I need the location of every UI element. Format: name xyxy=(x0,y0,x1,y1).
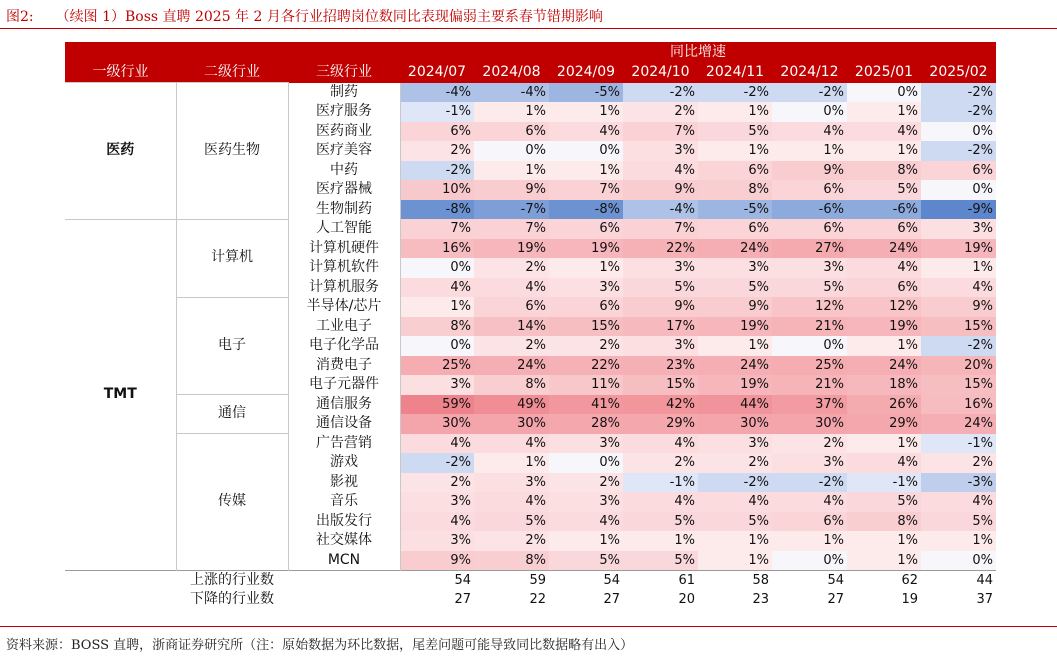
heat-cell: 2% xyxy=(474,336,549,356)
heat-cell: 7% xyxy=(400,219,474,239)
heat-cell: 16% xyxy=(400,239,474,259)
heat-cell: 7% xyxy=(549,180,623,200)
heat-cell: 4% xyxy=(400,278,474,298)
heat-cell: -1% xyxy=(623,473,698,493)
heat-cell: 59% xyxy=(400,395,474,415)
heat-cell: 3% xyxy=(400,531,474,551)
heat-cell: 0% xyxy=(549,141,623,161)
heat-cell: -2% xyxy=(921,141,996,161)
heat-cell: 3% xyxy=(474,473,549,493)
level2-industry: 传媒 xyxy=(176,434,288,571)
heat-cell: 42% xyxy=(623,395,698,415)
level3-industry: 社交媒体 xyxy=(288,531,400,551)
bottom-rule xyxy=(0,626,1057,627)
summary-label: 下降的行业数 xyxy=(190,591,274,607)
heat-cell: 4% xyxy=(847,453,921,473)
heat-cell: -1% xyxy=(400,102,474,122)
column-header-month: 2024/12 xyxy=(772,62,847,83)
heat-cell: 4% xyxy=(623,434,698,454)
level1-industry: 医药 xyxy=(65,83,176,220)
level3-industry: 出版发行 xyxy=(288,512,400,532)
heat-cell: 5% xyxy=(623,512,698,532)
heat-cell: 4% xyxy=(847,122,921,142)
heat-cell: 6% xyxy=(772,219,847,239)
heat-cell: -2% xyxy=(921,336,996,356)
figure-number: 图2: xyxy=(6,9,34,25)
column-header-level-1: 一级行业 xyxy=(65,62,176,83)
column-header-month: 2024/07 xyxy=(400,62,474,83)
heat-cell: -6% xyxy=(772,200,847,220)
heat-cell: 2% xyxy=(623,453,698,473)
heat-cell: 19% xyxy=(549,239,623,259)
heat-cell: 1% xyxy=(847,336,921,356)
heat-cell: 15% xyxy=(921,375,996,395)
level3-industry: 计算机软件 xyxy=(288,258,400,278)
heat-cell: 30% xyxy=(474,414,549,434)
heat-cell: 0% xyxy=(772,102,847,122)
heat-cell: -1% xyxy=(921,434,996,454)
column-header-month: 2024/10 xyxy=(623,62,698,83)
heat-cell: 4% xyxy=(474,434,549,454)
summary-value: 37 xyxy=(976,592,993,607)
summary-row xyxy=(65,590,996,609)
heat-cell: 1% xyxy=(698,531,772,551)
heat-cell: 8% xyxy=(698,180,772,200)
summary-spacer xyxy=(288,590,400,609)
heat-cell: 14% xyxy=(474,317,549,337)
heat-cell: 4% xyxy=(474,492,549,512)
heat-cell: 10% xyxy=(400,180,474,200)
heat-cell: -5% xyxy=(549,83,623,103)
heat-cell: 6% xyxy=(549,219,623,239)
heat-cell: 22% xyxy=(549,356,623,376)
heat-cell: 27% xyxy=(772,239,847,259)
level3-industry: 医药商业 xyxy=(288,122,400,142)
summary-value: 54 xyxy=(400,571,474,591)
heat-cell: 5% xyxy=(847,492,921,512)
level3-industry: 医疗器械 xyxy=(288,180,400,200)
summary-row xyxy=(65,571,996,591)
heat-cell: 29% xyxy=(623,414,698,434)
heat-cell: 1% xyxy=(549,161,623,181)
heat-cell: -4% xyxy=(474,83,549,103)
heat-cell: 4% xyxy=(623,161,698,181)
heat-cell: 5% xyxy=(698,512,772,532)
heat-cell: 25% xyxy=(772,356,847,376)
heat-cell: 6% xyxy=(400,122,474,142)
heat-cell: -3% xyxy=(921,473,996,493)
heat-cell: 2% xyxy=(623,102,698,122)
heat-cell: 6% xyxy=(698,219,772,239)
heat-cell: 7% xyxy=(474,219,549,239)
summary-value: 54 xyxy=(549,571,623,591)
heat-cell: 16% xyxy=(921,395,996,415)
heat-cell: 3% xyxy=(698,434,772,454)
heat-cell: 3% xyxy=(623,141,698,161)
top-rule xyxy=(0,28,1057,29)
heat-cell: 3% xyxy=(772,258,847,278)
heat-cell: 19% xyxy=(698,317,772,337)
heat-cell: 1% xyxy=(698,551,772,571)
level3-industry: 生物制药 xyxy=(288,200,400,220)
column-header-month: 2025/02 xyxy=(921,62,996,83)
heat-cell: 4% xyxy=(772,122,847,142)
heat-cell: 1% xyxy=(772,531,847,551)
heat-cell: 4% xyxy=(549,122,623,142)
heat-cell: 4% xyxy=(474,278,549,298)
heat-cell: -6% xyxy=(847,200,921,220)
heat-cell: 2% xyxy=(400,141,474,161)
level3-industry: 通信服务 xyxy=(288,395,400,415)
heat-cell: 5% xyxy=(549,551,623,571)
heat-cell: 5% xyxy=(847,180,921,200)
heat-cell: 30% xyxy=(698,414,772,434)
heat-cell: 49% xyxy=(474,395,549,415)
heat-cell: 4% xyxy=(400,434,474,454)
summary-value: 62 xyxy=(847,571,921,591)
heat-cell: 30% xyxy=(772,414,847,434)
heat-cell: 3% xyxy=(549,492,623,512)
heat-cell: 5% xyxy=(623,551,698,571)
heat-cell: 0% xyxy=(400,258,474,278)
heat-cell: -8% xyxy=(549,200,623,220)
heat-cell: 30% xyxy=(400,414,474,434)
heat-cell: 0% xyxy=(549,453,623,473)
heat-cell: 4% xyxy=(549,512,623,532)
source-note: 资料来源：BOSS 直聘，浙商证券研究所（注：原始数据为环比数据，尾差问题可能导致同比数据略有出入） xyxy=(6,638,634,653)
heat-cell: 2% xyxy=(772,434,847,454)
table-row xyxy=(65,395,996,415)
level3-industry: 广告营销 xyxy=(288,434,400,454)
heat-cell: 44% xyxy=(698,395,772,415)
column-header-month: 2024/11 xyxy=(698,62,772,83)
summary-value: 61 xyxy=(623,571,698,591)
level3-industry: 电子元器件 xyxy=(288,375,400,395)
heat-cell: 8% xyxy=(400,317,474,337)
heat-cell: 5% xyxy=(474,512,549,532)
heat-cell: 7% xyxy=(623,122,698,142)
heat-cell: 2% xyxy=(549,336,623,356)
heat-cell: 1% xyxy=(847,531,921,551)
level3-industry: 制药 xyxy=(288,83,400,103)
heat-cell: 3% xyxy=(549,434,623,454)
heat-cell: 1% xyxy=(921,258,996,278)
heat-cell: 2% xyxy=(698,453,772,473)
heat-cell: 1% xyxy=(772,141,847,161)
heat-cell: 5% xyxy=(698,278,772,298)
heat-cell: -9% xyxy=(921,200,996,220)
heat-cell: 0% xyxy=(921,551,996,571)
column-header-row xyxy=(65,62,996,83)
heat-cell: 9% xyxy=(772,161,847,181)
heat-cell: 9% xyxy=(698,297,772,317)
heat-cell: 4% xyxy=(921,492,996,512)
heat-cell: 11% xyxy=(549,375,623,395)
heat-cell: 2% xyxy=(474,258,549,278)
heat-cell: 3% xyxy=(400,492,474,512)
level1-industry: TMT xyxy=(65,219,176,571)
column-header-level-2: 二级行业 xyxy=(176,62,288,83)
level3-industry: 电子化学品 xyxy=(288,336,400,356)
heat-cell: 2% xyxy=(474,531,549,551)
heat-cell: -2% xyxy=(772,83,847,103)
heat-cell: 0% xyxy=(921,122,996,142)
heat-cell: 19% xyxy=(847,317,921,337)
heat-cell: 4% xyxy=(772,492,847,512)
heat-cell: 24% xyxy=(474,356,549,376)
heat-cell: 0% xyxy=(772,336,847,356)
heat-cell: 0% xyxy=(772,551,847,571)
summary-value: 23 xyxy=(752,592,769,607)
heat-cell: 4% xyxy=(698,492,772,512)
heat-cell: 0% xyxy=(474,141,549,161)
table-row xyxy=(65,434,996,454)
heat-cell: 1% xyxy=(698,336,772,356)
heatmap-table xyxy=(65,42,996,609)
heat-cell: 24% xyxy=(847,356,921,376)
header-spacer xyxy=(65,42,400,62)
heat-cell: 3% xyxy=(549,278,623,298)
level3-industry: 半导体/芯片 xyxy=(288,297,400,317)
summary-value: 27 xyxy=(603,592,620,607)
heat-cell: 12% xyxy=(847,297,921,317)
heat-cell: 15% xyxy=(623,375,698,395)
heat-cell: 24% xyxy=(847,239,921,259)
heat-cell: 15% xyxy=(549,317,623,337)
summary-label: 上涨的行业数 xyxy=(176,571,288,591)
heat-cell: 29% xyxy=(847,414,921,434)
heat-cell: 8% xyxy=(847,161,921,181)
heat-cell: 1% xyxy=(847,434,921,454)
figure-title-text: （续图 1）Boss 直聘 2025 年 2 月各行业招聘岗位数同比表现偏弱主要系春节错期影响 xyxy=(55,9,603,25)
heat-cell: 5% xyxy=(772,278,847,298)
heat-cell: -4% xyxy=(623,200,698,220)
summary-spacer xyxy=(65,590,176,609)
heat-cell: 9% xyxy=(921,297,996,317)
heat-cell: 18% xyxy=(847,375,921,395)
heat-cell: 0% xyxy=(847,83,921,103)
level2-industry: 通信 xyxy=(176,395,288,434)
summary-value: 54 xyxy=(772,571,847,591)
heat-cell: 1% xyxy=(549,258,623,278)
level3-industry: 人工智能 xyxy=(288,219,400,239)
heat-cell: 9% xyxy=(623,297,698,317)
level3-industry: 医疗美容 xyxy=(288,141,400,161)
heat-cell: 1% xyxy=(698,102,772,122)
heat-cell: 19% xyxy=(921,239,996,259)
heat-cell: 6% xyxy=(847,219,921,239)
heat-cell: 6% xyxy=(772,180,847,200)
level3-industry: 音乐 xyxy=(288,492,400,512)
level3-industry: 消费电子 xyxy=(288,356,400,376)
heat-cell: 9% xyxy=(623,180,698,200)
heat-cell: 8% xyxy=(474,375,549,395)
summary-spacer xyxy=(288,571,400,591)
level3-industry: 计算机硬件 xyxy=(288,239,400,259)
level3-industry: 影视 xyxy=(288,473,400,493)
heat-cell: 4% xyxy=(400,512,474,532)
summary-value: 20 xyxy=(678,592,695,607)
heat-cell: 5% xyxy=(921,512,996,532)
heat-cell: 37% xyxy=(772,395,847,415)
heat-cell: 8% xyxy=(474,551,549,571)
heat-cell: 6% xyxy=(847,278,921,298)
column-header-level-3: 三级行业 xyxy=(288,62,400,83)
column-header-month: 2025/01 xyxy=(847,62,921,83)
heat-cell: 6% xyxy=(772,512,847,532)
heat-cell: 1% xyxy=(474,161,549,181)
heat-cell: 1% xyxy=(549,531,623,551)
heat-cell: 1% xyxy=(474,453,549,473)
heat-cell: 24% xyxy=(698,356,772,376)
heat-cell: 9% xyxy=(400,551,474,571)
figure-title xyxy=(6,6,603,26)
heat-cell: 26% xyxy=(847,395,921,415)
heat-cell: -8% xyxy=(400,200,474,220)
heat-cell: 12% xyxy=(772,297,847,317)
heat-cell: 0% xyxy=(400,336,474,356)
heat-cell: -2% xyxy=(698,473,772,493)
heat-cell: 4% xyxy=(623,492,698,512)
heat-cell: 1% xyxy=(623,531,698,551)
heat-cell: 1% xyxy=(847,102,921,122)
heat-cell: 8% xyxy=(847,512,921,532)
header-group: 同比增速 xyxy=(400,42,996,62)
table-body xyxy=(65,83,996,610)
level3-industry: 计算机服务 xyxy=(288,278,400,298)
table-row xyxy=(65,219,996,239)
summary-value: 22 xyxy=(529,592,546,607)
summary-value: 19 xyxy=(901,592,918,607)
summary-value: 27 xyxy=(827,592,844,607)
heat-cell: -2% xyxy=(623,83,698,103)
heat-cell: 4% xyxy=(921,278,996,298)
heat-cell: 23% xyxy=(623,356,698,376)
heat-cell: 4% xyxy=(847,258,921,278)
summary-value: 58 xyxy=(698,571,772,591)
heat-cell: -2% xyxy=(921,102,996,122)
heat-cell: 28% xyxy=(549,414,623,434)
level3-industry: 通信设备 xyxy=(288,414,400,434)
heat-cell: 1% xyxy=(474,102,549,122)
level2-industry: 医药生物 xyxy=(176,83,288,220)
heat-cell: 3% xyxy=(921,219,996,239)
heat-cell: 2% xyxy=(921,453,996,473)
heat-cell: 22% xyxy=(623,239,698,259)
heat-cell: -2% xyxy=(921,83,996,103)
heat-cell: 1% xyxy=(847,551,921,571)
heat-cell: 3% xyxy=(400,375,474,395)
heat-cell: 3% xyxy=(772,453,847,473)
heat-cell: 19% xyxy=(698,375,772,395)
heat-cell: 7% xyxy=(623,219,698,239)
summary-value: 27 xyxy=(454,592,471,607)
heat-cell: 9% xyxy=(474,180,549,200)
heat-cell: 17% xyxy=(623,317,698,337)
heat-cell: 3% xyxy=(623,336,698,356)
level3-industry: 医疗服务 xyxy=(288,102,400,122)
heat-cell: 25% xyxy=(400,356,474,376)
heat-cell: 41% xyxy=(549,395,623,415)
level3-industry: 中药 xyxy=(288,161,400,181)
heat-cell: -1% xyxy=(847,473,921,493)
heat-cell: 1% xyxy=(698,141,772,161)
heat-cell: 20% xyxy=(921,356,996,376)
heat-cell: -2% xyxy=(698,83,772,103)
level2-industry: 计算机 xyxy=(176,219,288,297)
summary-spacer xyxy=(65,571,176,591)
heat-cell: -2% xyxy=(400,161,474,181)
summary-value: 59 xyxy=(474,571,549,591)
table-row xyxy=(65,83,996,103)
column-header-month: 2024/09 xyxy=(549,62,623,83)
heat-cell: -5% xyxy=(698,200,772,220)
heat-cell: 6% xyxy=(474,297,549,317)
heat-cell: 19% xyxy=(474,239,549,259)
level3-industry: MCN xyxy=(288,551,400,571)
heat-cell: 6% xyxy=(921,161,996,181)
column-header-month: 2024/08 xyxy=(474,62,549,83)
level2-industry: 电子 xyxy=(176,297,288,395)
heat-cell: -2% xyxy=(400,453,474,473)
heat-cell: 6% xyxy=(474,122,549,142)
heat-cell: 1% xyxy=(400,297,474,317)
heat-cell: 2% xyxy=(549,473,623,493)
heat-cell: 24% xyxy=(698,239,772,259)
heat-cell: 24% xyxy=(921,414,996,434)
heat-cell: -7% xyxy=(474,200,549,220)
heat-cell: 0% xyxy=(921,180,996,200)
heat-cell: 5% xyxy=(698,122,772,142)
heat-cell: 15% xyxy=(921,317,996,337)
heat-cell: 3% xyxy=(623,258,698,278)
heat-cell: -4% xyxy=(400,83,474,103)
heat-cell: 1% xyxy=(847,141,921,161)
heat-cell: 3% xyxy=(698,258,772,278)
level3-industry: 游戏 xyxy=(288,453,400,473)
table-row xyxy=(65,297,996,317)
summary-value: 44 xyxy=(921,571,996,591)
heat-cell: -2% xyxy=(772,473,847,493)
heat-cell: 2% xyxy=(400,473,474,493)
level3-industry: 工业电子 xyxy=(288,317,400,337)
heat-cell: 1% xyxy=(549,102,623,122)
heat-cell: 5% xyxy=(623,278,698,298)
heat-cell: 6% xyxy=(549,297,623,317)
heat-cell: 21% xyxy=(772,317,847,337)
heat-cell: 21% xyxy=(772,375,847,395)
heat-cell: 1% xyxy=(921,531,996,551)
heat-cell: 6% xyxy=(698,161,772,181)
